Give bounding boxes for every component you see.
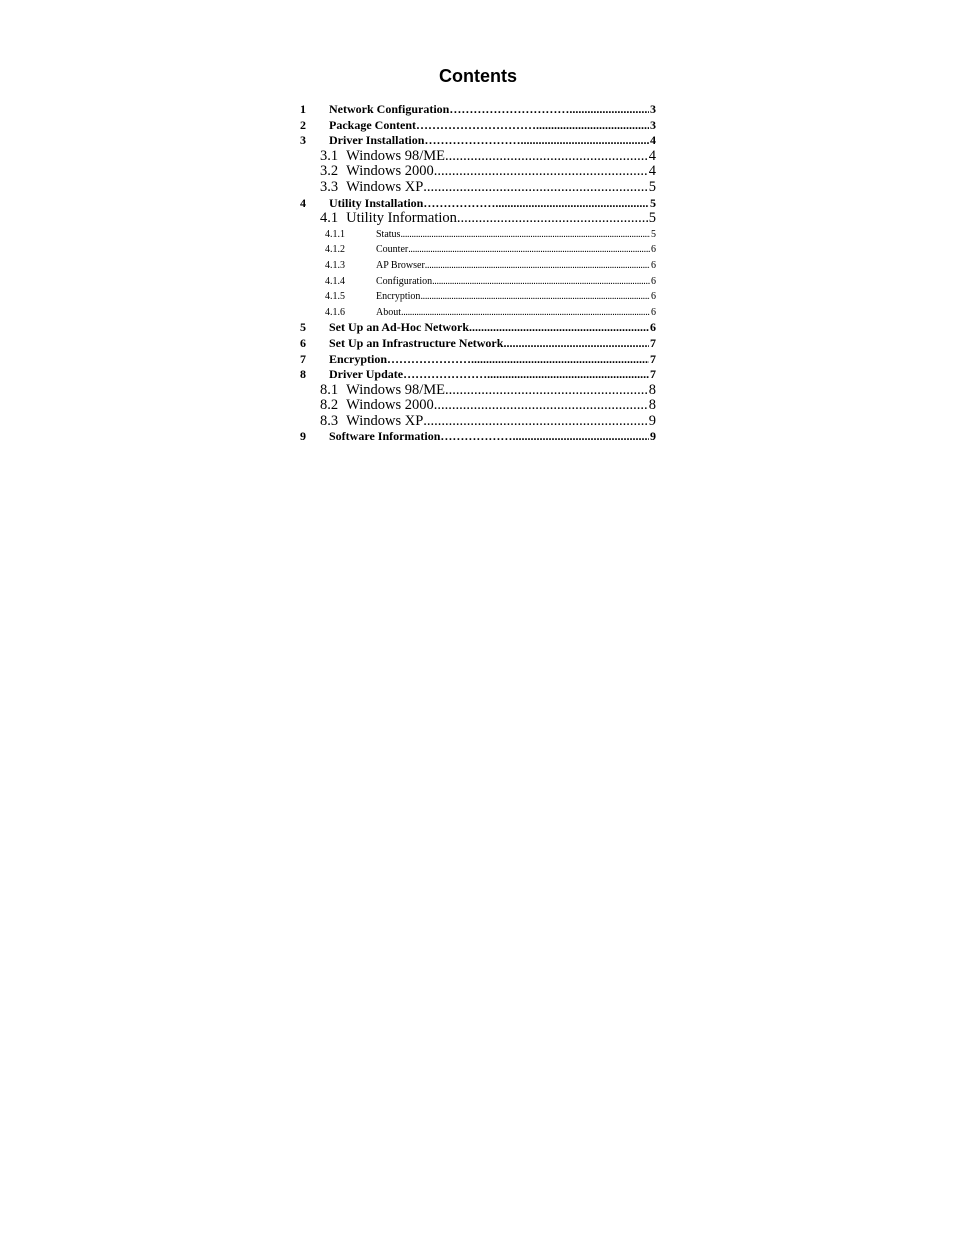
toc-entry-page: 4 [648,148,656,164]
toc-entry-title: Windows 98/ME [346,148,446,164]
toc-dot-leader [434,398,648,414]
toc-dot-leader [423,414,647,430]
toc-entry-title: Counter [376,244,409,256]
toc-dot-leader [400,227,650,243]
toc-entry-page: 5 [651,228,656,240]
toc-entry[interactable] [300,133,656,149]
toc-entry-title: Set Up an Ad-Hoc Network [329,320,469,335]
toc-entry[interactable] [300,320,656,336]
toc-entry-title: Network Configuration………………………… [329,102,570,116]
toc-entry-title: Encryption…………………. [329,351,475,366]
toc-dot-leader [425,258,650,274]
toc-entry-page: 9 [648,413,656,429]
toc-entry[interactable] [300,336,656,352]
toc-entry-title: About [376,306,401,318]
toc-entry-page: 6 [651,244,656,256]
toc-entry-number: 9 [300,429,306,444]
toc-entry-title: Software Information……………… [329,429,513,444]
toc-entry[interactable] [300,242,656,258]
toc-entry-number: 7 [300,351,306,366]
toc-dot-leader [512,429,649,444]
toc-entry-title: Utility Information [346,211,457,227]
toc-entry-number: 4.1.6 [325,306,345,318]
toc-entry-number: 8 [300,367,306,382]
toc-dot-leader [523,133,649,148]
toc-entry-page: 5 [650,195,656,210]
toc-entry-number: 4.1.2 [325,244,345,256]
toc-entry-page: 9 [650,429,656,444]
toc-entry-number: 2 [300,117,306,132]
toc-dot-leader [408,242,650,258]
toc-entry-title: Set Up an Infrastructure Network [329,335,504,350]
toc-entry-title: Configuration [376,275,433,287]
toc-entry-number: 4.1 [320,211,339,227]
toc-entry-title: Utility Installation………………. [329,195,499,210]
toc-entry-page: 7 [650,367,656,382]
toc-entry-number: 4.1.1 [325,228,345,240]
toc-dot-leader [445,383,648,399]
toc-dot-leader [423,180,647,196]
toc-entry-page: 5 [648,179,656,195]
table-of-contents [300,102,656,445]
toc-entry-number: 3 [300,133,306,148]
page-title: Contents [439,66,517,86]
toc-entry-number: 1 [300,102,306,116]
toc-entry-page: 6 [651,291,656,303]
toc-entry-title: Windows 2000 [346,164,434,180]
toc-dot-leader [487,367,649,382]
toc-entry-number: 4.1.3 [325,259,345,271]
toc-entry[interactable] [300,180,656,196]
toc-entry-page: 3 [650,102,656,116]
toc-entry[interactable] [300,211,656,227]
toc-dot-leader [434,164,648,180]
toc-entry-title: AP Browser [376,259,425,271]
toc-entry-title: Windows 2000 [346,398,434,414]
toc-entry[interactable] [300,289,656,305]
toc-entry-title: Windows XP [346,179,424,195]
toc-entry-title: Windows XP [346,413,424,429]
toc-entry[interactable] [300,227,656,243]
toc-entry-number: 8.2 [320,398,339,414]
toc-entry-page: 7 [650,335,656,350]
toc-entry-page: 8 [648,382,656,398]
toc-entry[interactable] [300,383,656,399]
toc-entry-page: 6 [650,320,656,335]
toc-entry-number: 8.1 [320,382,339,398]
toc-dot-leader [469,320,649,335]
toc-entry-title: Encryption [376,291,421,303]
toc-entry[interactable] [300,149,656,165]
toc-dot-leader [445,149,648,165]
toc-entry[interactable] [300,367,656,383]
toc-dot-leader [457,211,648,227]
toc-entry[interactable] [300,398,656,414]
toc-entry-number: 3.1 [320,148,339,164]
toc-entry-page: 6 [651,259,656,271]
toc-entry[interactable] [300,196,656,212]
toc-entry-title: Status [376,228,401,240]
toc-entry-title: Driver Update………………… [329,367,488,382]
toc-entry-number: 3.2 [320,164,339,180]
toc-dot-leader [474,352,649,367]
toc-entry[interactable] [300,118,656,134]
toc-entry-number: 4 [300,195,306,210]
toc-dot-leader [432,274,650,290]
toc-dot-leader [498,196,649,211]
toc-entry[interactable] [300,102,656,118]
toc-entry[interactable] [300,305,656,321]
toc-entry-page: 6 [651,306,656,318]
toc-entry-title: Windows 98/ME [346,382,446,398]
toc-entry-page: 7 [650,351,656,366]
toc-entry-page: 4 [650,133,656,148]
toc-dot-leader [401,305,650,321]
toc-entry-number: 4.1.4 [325,275,345,287]
toc-entry-page: 3 [650,117,656,132]
toc-entry-page: 5 [648,211,656,227]
toc-dot-leader [536,118,649,133]
toc-entry-number: 3.3 [320,179,339,195]
toc-entry[interactable] [300,429,656,445]
toc-entry[interactable] [300,164,656,180]
toc-dot-leader [569,102,649,117]
toc-entry-page: 4 [648,164,656,180]
toc-entry[interactable] [300,414,656,430]
toc-entry-number: 8.3 [320,413,339,429]
toc-entry-page: 6 [651,275,656,287]
toc-entry[interactable] [300,274,656,290]
toc-dot-leader [503,336,649,351]
toc-entry[interactable] [300,258,656,274]
toc-dot-leader [420,289,650,305]
toc-entry[interactable] [300,352,656,368]
toc-entry-title: Driver Installation……………………. [329,133,524,148]
toc-entry-number: 4.1.5 [325,291,345,303]
toc-entry-number: 6 [300,335,306,350]
toc-entry-number: 5 [300,320,306,335]
toc-entry-title: Package Content………………………… [329,117,536,132]
toc-entry-page: 8 [648,398,656,414]
